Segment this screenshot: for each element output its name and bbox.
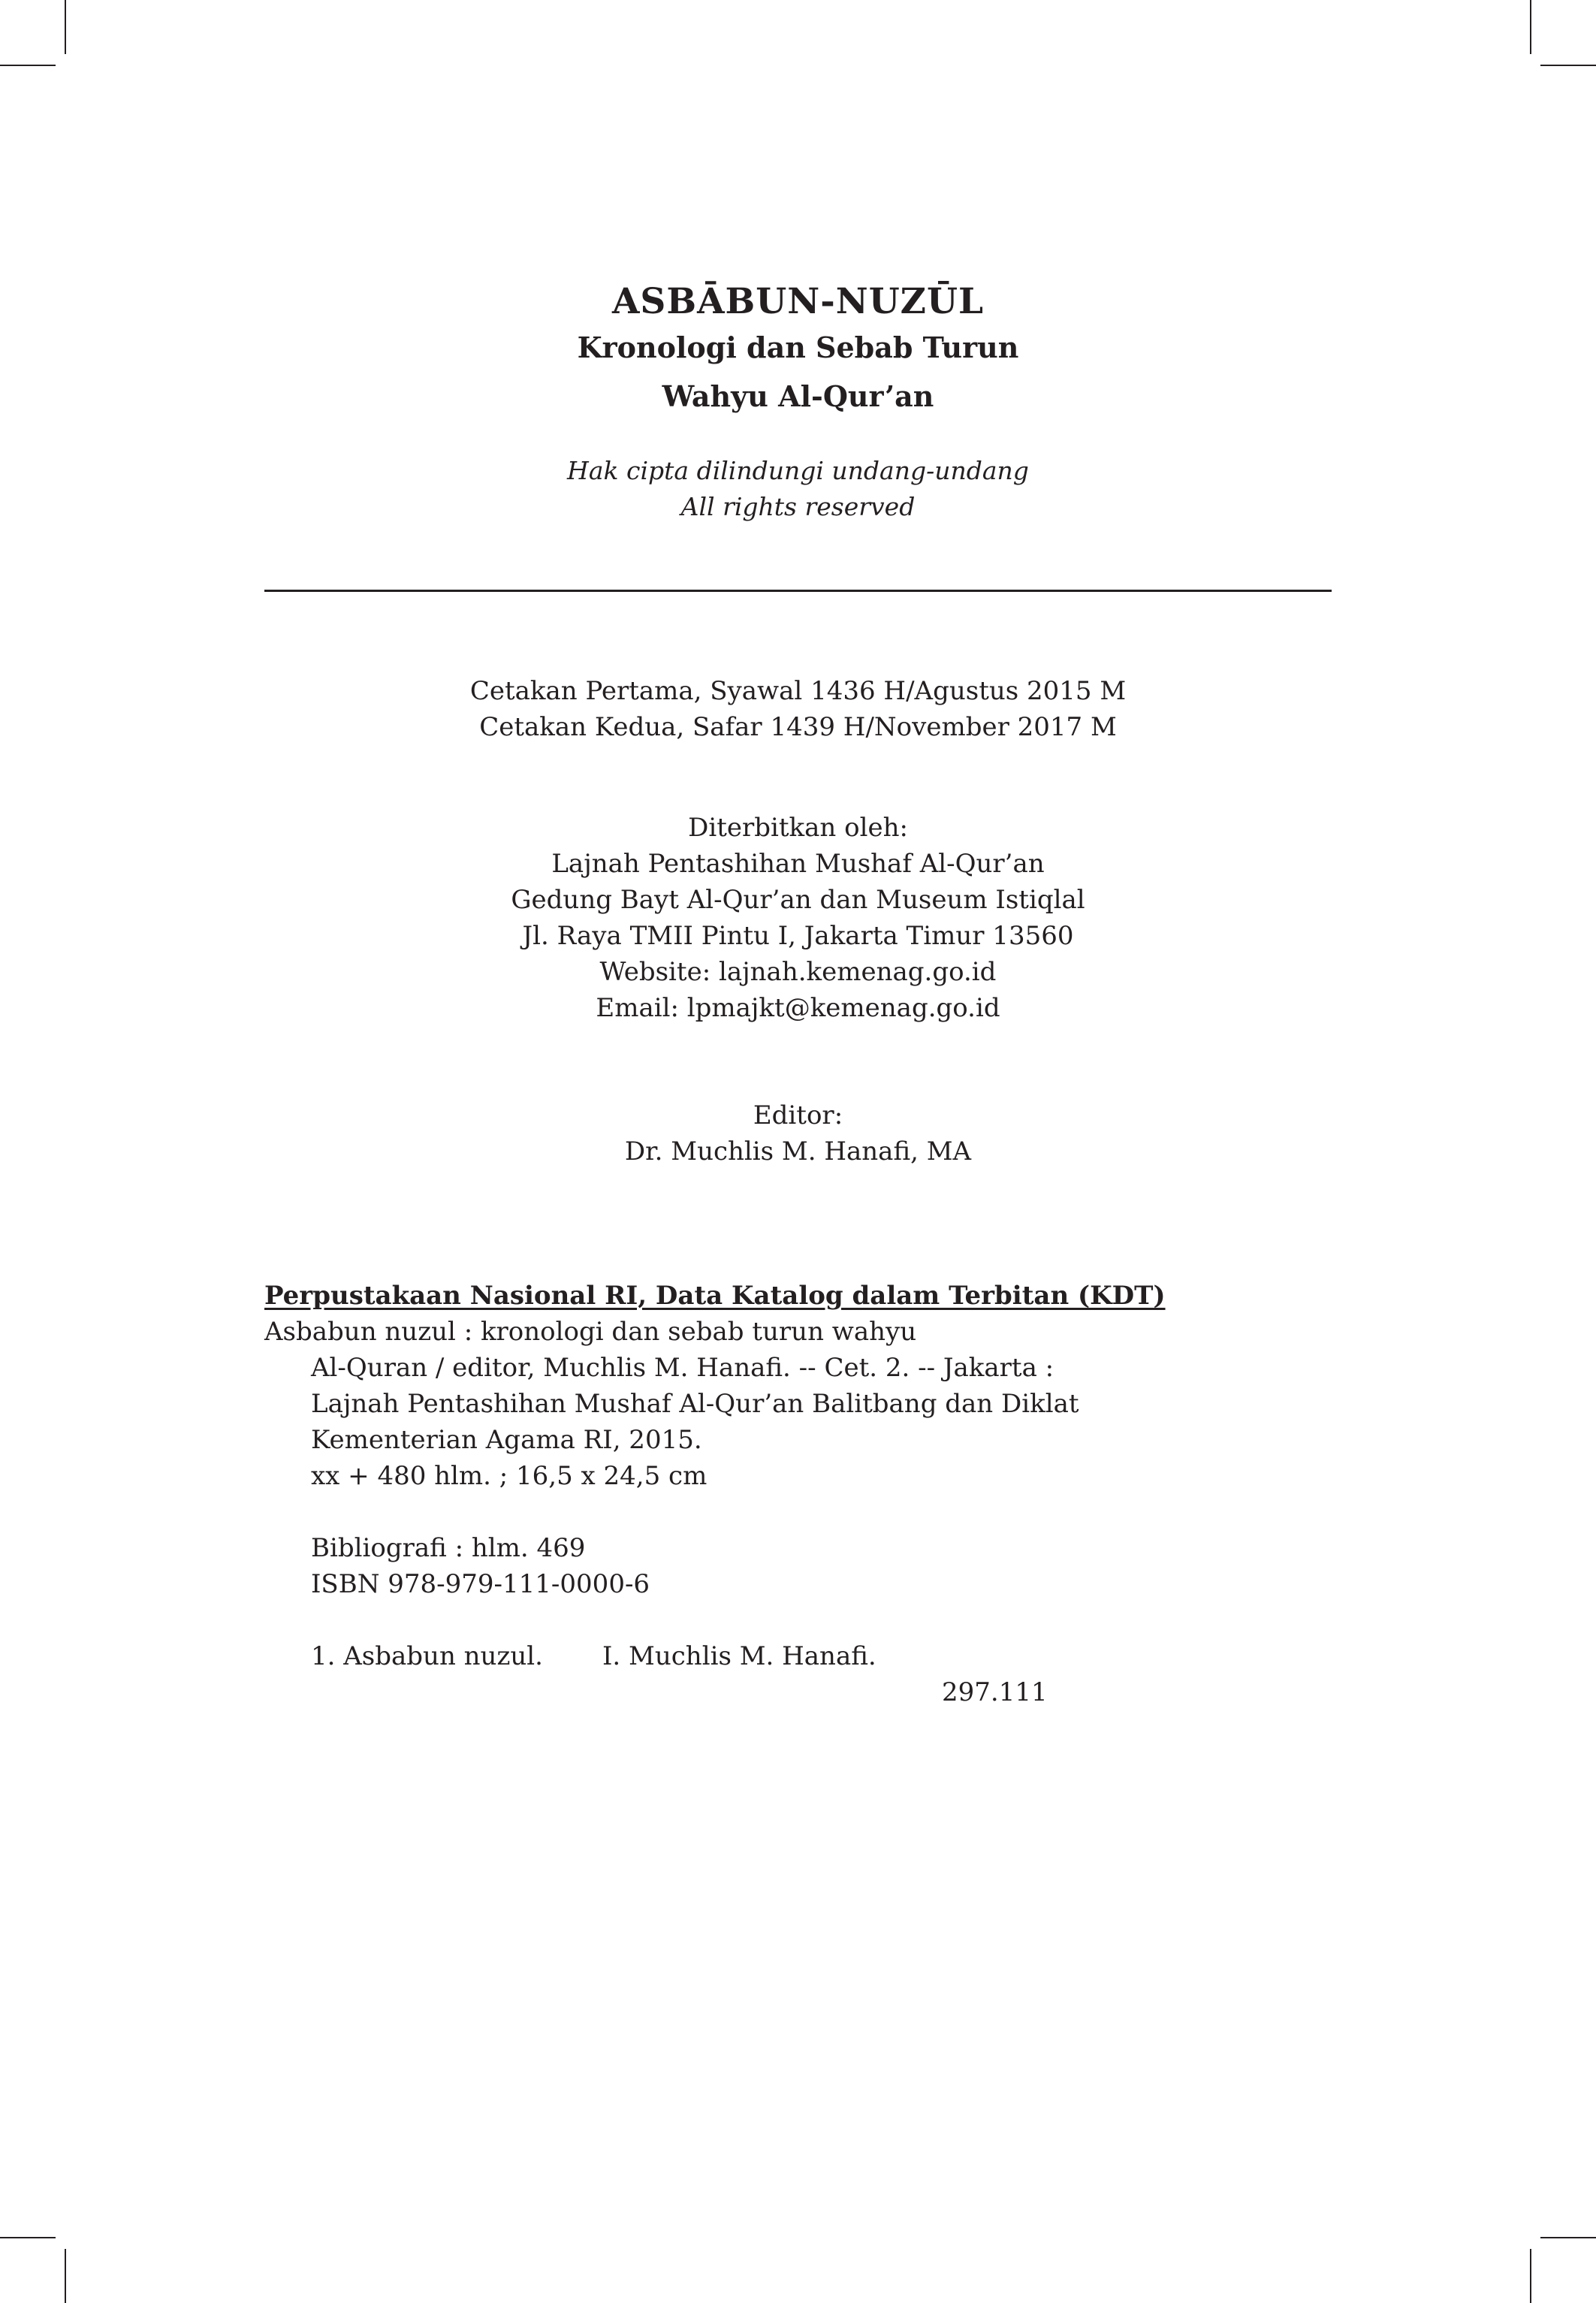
publisher-line: Jl. Raya TMII Pintu I, Jakarta Timur 13560 bbox=[522, 921, 1074, 951]
publisher-block bbox=[0, 810, 1596, 1026]
crop-mark bbox=[65, 2249, 66, 2303]
catalog-block bbox=[264, 1278, 1166, 1710]
catalog-line: Al-Quran / editor, Muchlis M. Hanafi. -- Cet. 2. -- Jakarta : bbox=[311, 1353, 1054, 1383]
publisher-email: Email: lpmajkt@kemenag.go.id bbox=[596, 993, 1000, 1023]
catalog-extent: xx + 480 hlm. ; 16,5 x 24,5 cm bbox=[311, 1461, 707, 1491]
catalog-line: Lajnah Pentashihan Mushaf Al-Qur’an Balitbang dan Diklat bbox=[311, 1389, 1079, 1419]
crop-mark bbox=[1530, 2249, 1531, 2303]
printing-second: Cetakan Kedua, Safar 1439 H/November 2017 M bbox=[479, 712, 1117, 742]
crop-mark bbox=[1530, 0, 1531, 54]
rights-notice-id: Hak cipta dilindungi undang-undang bbox=[567, 456, 1029, 485]
book-title: ASBĀBUN-NUZŪL bbox=[611, 281, 985, 322]
crop-mark bbox=[0, 2237, 56, 2238]
book-subtitle-line2: Wahyu Al-Qur’an bbox=[662, 379, 934, 413]
rights-notice-en: All rights reserved bbox=[680, 492, 916, 521]
catalog-subject: 1. Asbabun nuzul. bbox=[311, 1641, 543, 1671]
catalog-classification: 297.111 bbox=[942, 1677, 1048, 1707]
publisher-website: Website: lajnah.kemenag.go.id bbox=[599, 957, 997, 987]
crop-mark bbox=[65, 0, 66, 54]
catalog-heading: Perpustakaan Nasional RI, Data Katalog dalam Terbitan (KDT) bbox=[264, 1281, 1166, 1311]
crop-mark bbox=[0, 65, 56, 66]
catalog-title-line: Asbabun nuzul : kronologi dan sebab turun wahyu bbox=[264, 1317, 917, 1347]
catalog-bibliography: Bibliografi : hlm. 469 bbox=[311, 1533, 586, 1563]
catalog-isbn: ISBN 978-979-111-0000-6 bbox=[311, 1569, 650, 1599]
book-subtitle-line1: Kronologi dan Sebab Turun bbox=[577, 331, 1019, 364]
publisher-label: Diterbitkan oleh: bbox=[688, 813, 908, 843]
printing-history bbox=[0, 673, 1596, 745]
editor-block bbox=[0, 1097, 1596, 1170]
publisher-line: Gedung Bayt Al-Qur’an dan Museum Istiqlal bbox=[511, 885, 1085, 915]
catalog-line: Kementerian Agama RI, 2015. bbox=[311, 1425, 702, 1455]
catalog-author-entry: I. Muchlis M. Hanafi. bbox=[602, 1641, 876, 1671]
crop-mark bbox=[1540, 65, 1596, 66]
editor-name: Dr. Muchlis M. Hanafi, MA bbox=[624, 1136, 972, 1167]
catalog-entries bbox=[264, 1638, 1166, 1674]
horizontal-divider bbox=[264, 590, 1332, 592]
publisher-line: Lajnah Pentashihan Mushaf Al-Qur’an bbox=[551, 849, 1045, 879]
printing-first: Cetakan Pertama, Syawal 1436 H/Agustus 2015 M bbox=[469, 676, 1127, 706]
crop-mark bbox=[1540, 2237, 1596, 2238]
editor-label: Editor: bbox=[753, 1100, 843, 1130]
